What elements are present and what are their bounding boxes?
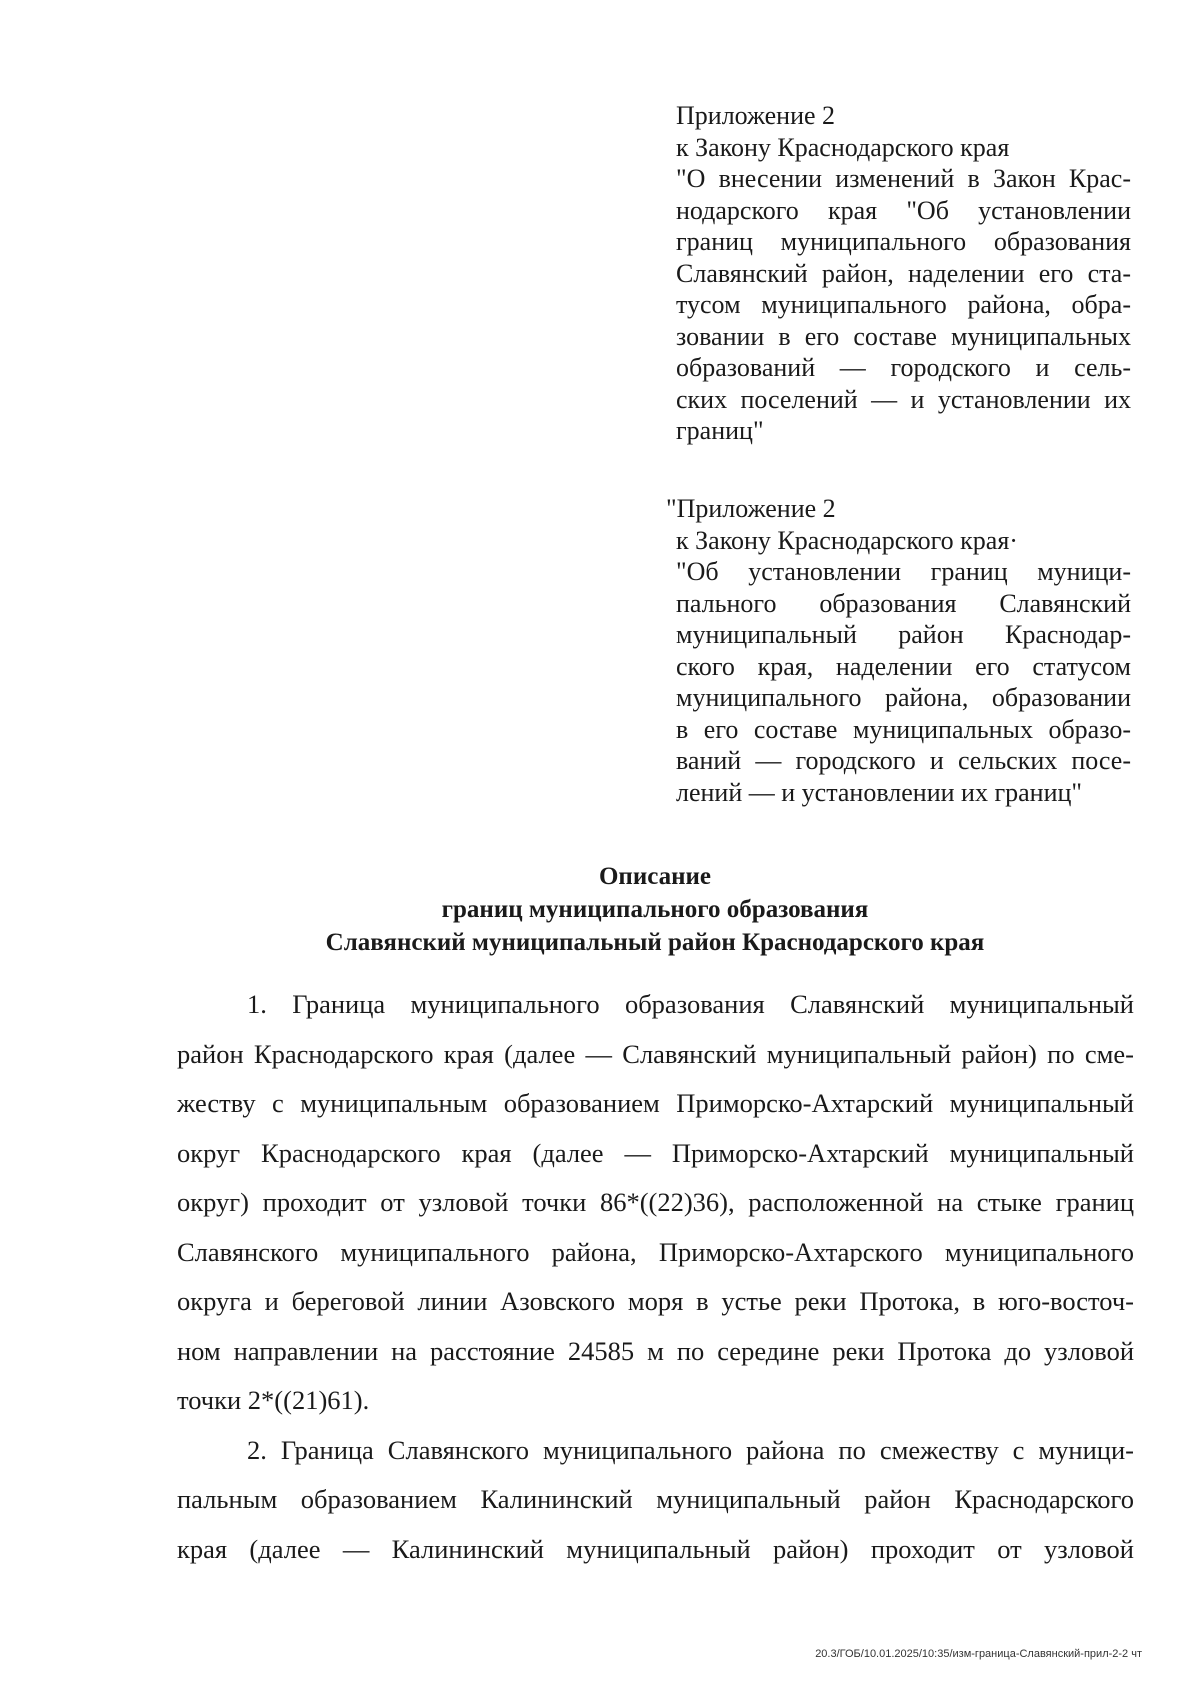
appendix-line: нодарского края "Об установлении [676, 195, 1131, 225]
paragraph-line: округ Краснодарского края (далее — Приморско-Ахтарский муниципальный [177, 1137, 1134, 1168]
appendix-line: пального образования Славянский [676, 588, 1131, 618]
appendix-line: границ муниципального образования [676, 227, 1131, 256]
appendix-line: границ" [676, 416, 764, 445]
appendix-line: "Об установлении границ муници- [676, 557, 1131, 586]
appendix-line: зовании в его составе муниципальных [676, 321, 1131, 351]
appendix-line: ского края, наделении его статусом [676, 651, 1131, 681]
appendix-line: ских поселений — и установлении их [676, 384, 1131, 414]
document-heading [180, 860, 1130, 959]
appendix-line: тусом муниципального района, обра- [676, 290, 1131, 319]
appendix-line: ваний — городского и сельских посе- [676, 746, 1131, 775]
paragraph-line: Славянского муниципального района, Приморско-Ахтарского муниципального [177, 1236, 1134, 1267]
paragraph-line: округ) проходит от узловой точки 86*((22)36), расположенной на стыке границ [177, 1187, 1134, 1217]
paragraph-line: края (далее — Калининский муниципальный район) проходит от узловой [177, 1533, 1134, 1564]
appendix-line: к Закону Краснодарского края· [676, 525, 1018, 555]
appendix-line: муниципальный район Краснодар- [676, 620, 1131, 649]
paragraph-line: 1. Граница муниципального образования Славянский муниципальный [247, 989, 1134, 1019]
appendix-line: к Закону Краснодарского края [676, 132, 1010, 162]
heading-title: Описание [598, 863, 712, 890]
paragraph-2 [177, 1426, 1134, 1575]
appendix-line: лений — и установлении их границ" [676, 777, 1083, 807]
paragraph-line: точки 2*((21)61). [177, 1385, 370, 1415]
heading-subtitle: Славянский муниципальный район Краснодарского края [325, 929, 985, 956]
paragraph-line: район Краснодарского края (далее — Славянский муниципальный район) по сме- [177, 1038, 1134, 1069]
appendix-line: Славянский район, наделении его ста- [676, 258, 1131, 288]
appendix-line: "Приложение 2 [666, 494, 836, 523]
paragraph-line: 2. Граница Славянского муниципального района по смежеству с муници- [247, 1434, 1134, 1465]
document-footer-code: 20.3/ГОБ/10.01.2025/10:35/изм-граница-Славянский-прил-2-2 чт [815, 1648, 1142, 1660]
paragraph-line: округа и береговой линии Азовского моря в устье реки Протока, в юго-восточ- [177, 1286, 1134, 1316]
appendix-amendment-header [676, 100, 1131, 447]
appendix-original-header [666, 493, 1131, 808]
paragraph-line: пальным образованием Калининский муниципальный район Краснодарского [177, 1484, 1134, 1514]
paragraph-line: ном направлении на расстояние 24585 м по середине реки Протока до узловой [177, 1335, 1134, 1366]
appendix-line: Приложение 2 [676, 101, 836, 130]
appendix-line: в его составе муниципальных образо- [676, 714, 1131, 744]
paragraph-line: жеству с муниципальным образованием Приморско-Ахтарский муниципальный [177, 1088, 1134, 1118]
heading-subtitle: границ муниципального образования [441, 896, 869, 923]
appendix-line: "О внесении изменений в Закон Крас- [676, 164, 1131, 193]
appendix-line: муниципального района, образовании [676, 683, 1131, 712]
paragraph-1 [177, 980, 1134, 1426]
appendix-line: образований — городского и сель- [676, 353, 1131, 382]
document-body [177, 980, 1134, 1574]
